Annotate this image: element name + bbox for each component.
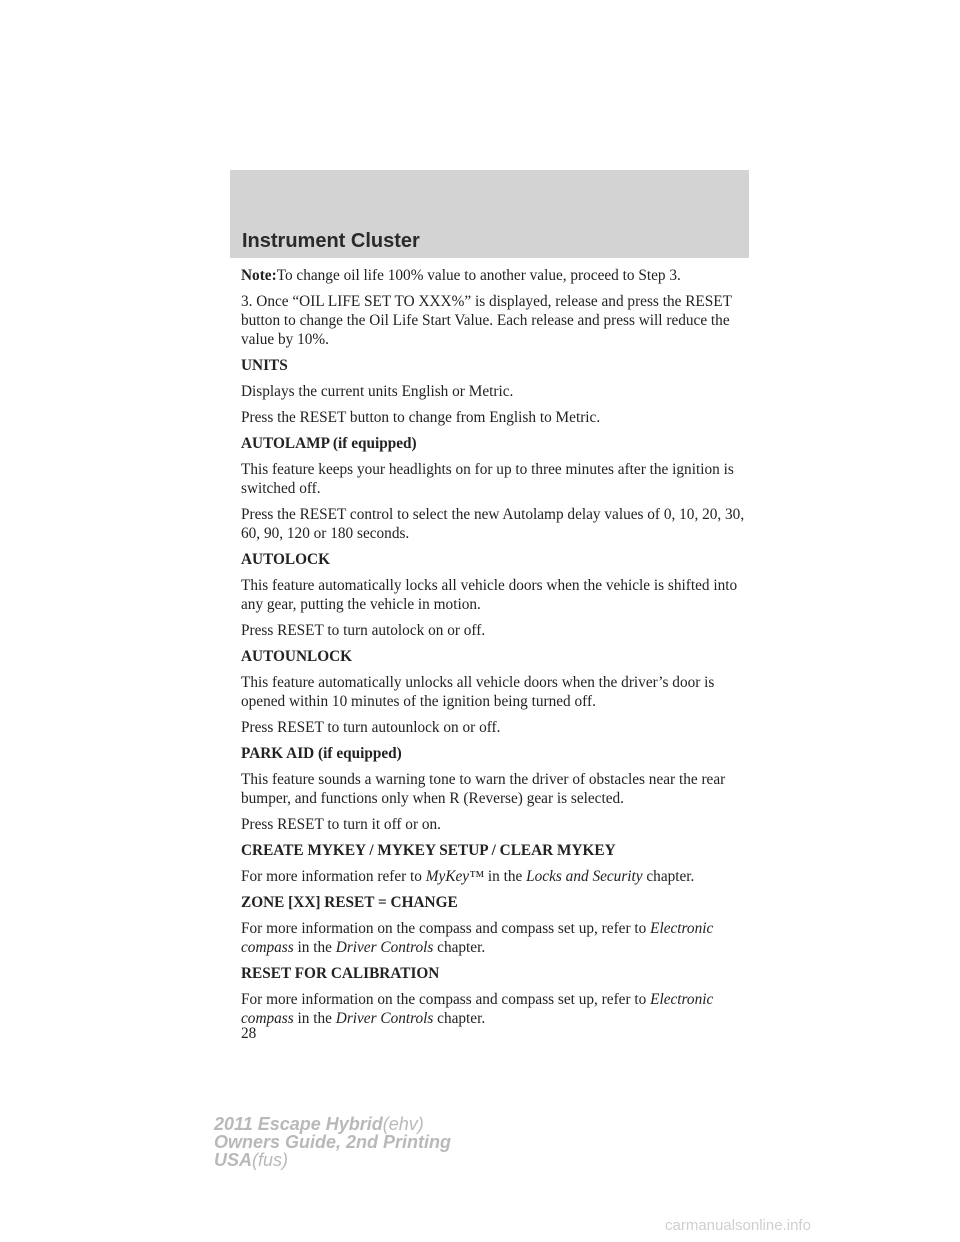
calibration-heading: RESET FOR CALIBRATION (241, 965, 440, 982)
calib-ref-mid: in the (293, 1010, 336, 1027)
units-heading: UNITS (241, 357, 288, 374)
zone-ref-chapter: Driver Controls (335, 939, 434, 956)
zone-heading: ZONE [XX] RESET = CHANGE (241, 894, 458, 911)
calibration-reference (241, 990, 761, 1028)
page-content (241, 266, 761, 1035)
chapter-title: Instrument Cluster (242, 230, 420, 252)
watermark-text: carmanualsonline.info (665, 1217, 811, 1234)
calib-ref-post: chapter. (433, 1010, 486, 1027)
calib-ref-link: Electronic compass (241, 991, 714, 1027)
footer-market-code: (fus) (252, 1150, 289, 1170)
chapter-header-band (230, 170, 749, 258)
footer-model-code: (ehv) (382, 1114, 424, 1134)
mykey-ref-mid: in the (484, 868, 527, 885)
autolock-instruction: Press RESET to turn autolock on or off. (241, 622, 486, 639)
note-text: To change oil life 100% value to another value, proceed to Step 3. (276, 267, 681, 284)
autounlock-description: This feature automatically unlocks all vehicle doors when the driver’s door is opened within 10 minutes of the ignition being turned off. (241, 674, 715, 710)
park-aid-heading: PARK AID (if equipped) (241, 745, 402, 762)
calib-ref-chapter: Driver Controls (335, 1010, 434, 1027)
footer-market: USA (214, 1150, 253, 1170)
zone-ref-link: Electronic compass (241, 920, 714, 956)
autounlock-heading: AUTOUNLOCK (241, 648, 353, 665)
step-3-paragraph: 3. Once “OIL LIFE SET TO XXX%” is displayed, release and press the RESET button to change the Oil Life Start Value. Each release and press will reduce the value by 10%. (241, 293, 732, 348)
mykey-ref-post: chapter. (642, 868, 695, 885)
autounlock-instruction: Press RESET to turn autounlock on or off. (241, 719, 501, 736)
park-aid-description: This feature sounds a warning tone to warn the driver of obstacles near the rear bumper, and functions only when R (Reverse) gear is selected. (241, 771, 726, 807)
autolamp-instruction: Press the RESET control to select the new Autolamp delay values of 0, 10, 20, 30, 60, 90, 120 or 180 seconds. (241, 506, 745, 542)
units-instruction: Press the RESET button to change from English to Metric. (241, 409, 601, 426)
mykey-ref-link: MyKey™ (425, 868, 485, 885)
mykey-ref-chapter: Locks and Security (526, 868, 643, 885)
calib-ref-pre: For more information on the compass and compass set up, refer to (241, 991, 651, 1008)
autolamp-description: This feature keeps your headlights on for up to three minutes after the ignition is switched off. (241, 461, 734, 497)
zone-ref-post: chapter. (433, 939, 486, 956)
mykey-ref-pre: For more information refer to (241, 868, 426, 885)
footer-line-1 (214, 1115, 451, 1133)
document-footer (214, 1115, 451, 1169)
mykey-reference (241, 867, 761, 886)
mykey-heading: CREATE MYKEY / MYKEY SETUP / CLEAR MYKEY (241, 842, 616, 859)
park-aid-instruction: Press RESET to turn it off or on. (241, 816, 441, 833)
autolamp-heading: AUTOLAMP (if equipped) (241, 435, 417, 452)
autolock-description: This feature automatically locks all vehicle doors when the vehicle is shifted into any gear, putting the vehicle in motion. (241, 577, 738, 613)
footer-line-2: Owners Guide, 2nd Printing (214, 1132, 452, 1152)
footer-line-3 (214, 1151, 451, 1169)
page-number: 28 (241, 1025, 257, 1042)
units-description: Displays the current units English or Metric. (241, 383, 514, 400)
autolock-heading: AUTOLOCK (241, 551, 330, 568)
zone-reference (241, 919, 761, 957)
footer-model: 2011 Escape Hybrid (214, 1114, 383, 1134)
note-paragraph (241, 266, 761, 285)
zone-ref-mid: in the (293, 939, 336, 956)
zone-ref-pre: For more information on the compass and compass set up, refer to (241, 920, 651, 937)
note-label: Note: (241, 267, 277, 284)
